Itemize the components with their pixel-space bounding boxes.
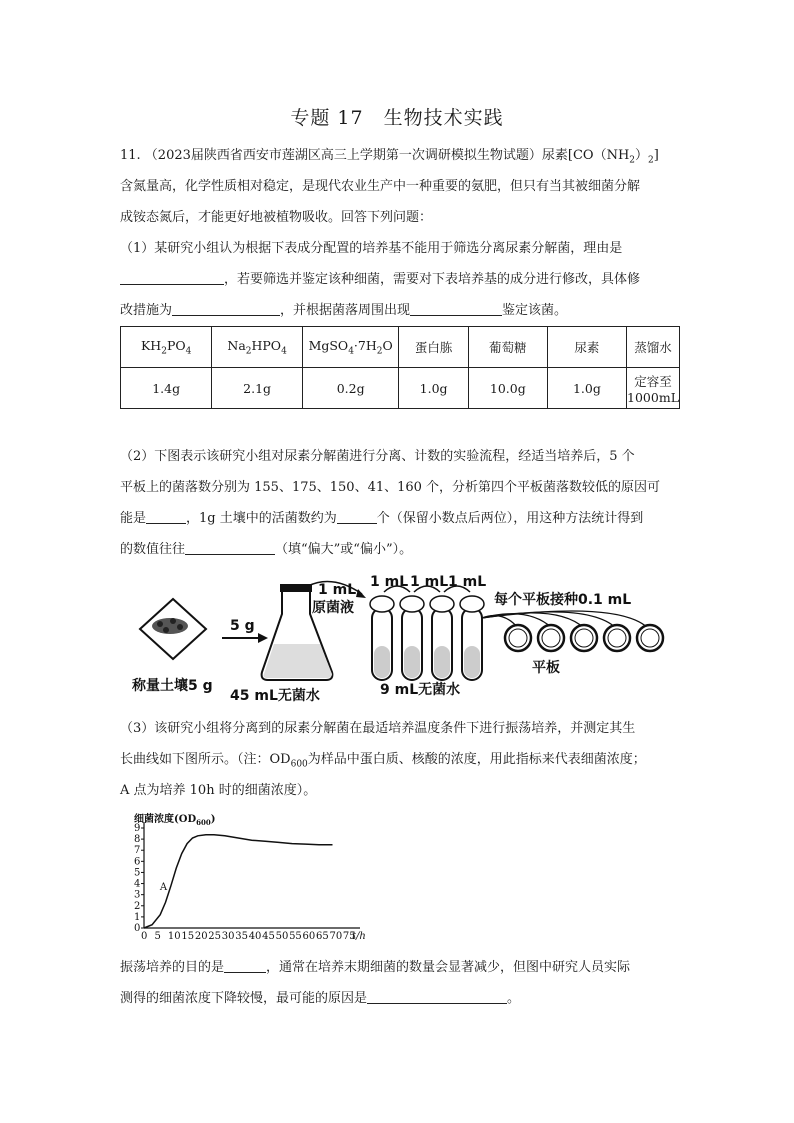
- table-cell: 定容至 1000mL: [627, 368, 680, 409]
- page-title: 专题 17 生物技术实践: [290, 107, 504, 129]
- y-tick-label: 1: [134, 911, 141, 923]
- y-tick-label: 3: [134, 889, 141, 901]
- q1-line-2: ，若要筛选并鉴定该种细菌，需要对下表培养基的成分进行修改，具体修: [120, 264, 680, 295]
- y-tick-label: 0: [134, 923, 141, 934]
- q3-line-2: 长曲线如下图所示。（注：$OD_{600}$为样品中蛋白质、核酸的浓度，用此指标来代表细菌浓度；: [120, 752, 646, 770]
- answer-blank[interactable]: [410, 299, 502, 316]
- table-header-cell: 葡萄糖: [468, 327, 547, 368]
- petri-plate-icon: [505, 625, 531, 651]
- table-header-cell: $KH_2PO_4$: [121, 327, 212, 368]
- intro-text: 11. （2023届陕西省西安市莲湖区高三上学期第一次调研模拟生物试题）尿素[CO（NH: [120, 148, 630, 163]
- x-tick-label: 20: [194, 931, 208, 942]
- q3-line-5: 测得的细菌浓度下降较慢，最可能的原因是 。: [120, 983, 680, 1014]
- x-tick-label: 15: [181, 931, 195, 942]
- y-tick-label: 9: [134, 823, 141, 834]
- x-tick-label: 10: [167, 931, 181, 942]
- table-cell: 1.0g: [399, 368, 468, 409]
- transfer-label: 1 mL: [370, 574, 409, 590]
- y-tick-label: 4: [134, 878, 141, 890]
- arrow-icon: [222, 633, 268, 643]
- petri-plate-icon: [571, 625, 597, 651]
- petri-plate-icon: [637, 625, 663, 651]
- plate-label: 平板: [532, 660, 560, 676]
- table-cell: 10.0g: [468, 368, 547, 409]
- table-cell: 0.2g: [302, 368, 399, 409]
- test-tube-icon: [400, 596, 424, 680]
- chart-ticks: [134, 823, 366, 942]
- table-cell: 2.1g: [212, 368, 302, 409]
- x-tick-label: 70: [329, 931, 343, 942]
- q2-line-4: 的数值往往 （填“偏大”或“偏小”）。: [120, 534, 680, 565]
- growth-curve-line: [144, 835, 333, 928]
- q1-line-1: （1）某研究小组认为根据下表成分配置的培养基不能用于筛选分离尿素分解菌，理由是: [120, 241, 623, 256]
- x-tick-label: 75: [342, 931, 356, 942]
- dilution-flow-diagram: [118, 574, 678, 704]
- transfer-label: 1 mL: [410, 574, 449, 590]
- tube-label: 9 mL无菌水: [380, 682, 461, 698]
- q2-line-1: （2）下图表示该研究小组对尿素分解菌进行分离、计数的实验流程，经适当培养后，5 个: [120, 449, 635, 464]
- q3-line-4: 振荡培养的目的是 ，通常在培养末期细菌的数量会显著减少，但图中研究人员实际: [120, 952, 680, 983]
- x-tick-label: 0: [141, 931, 148, 942]
- flask-label: 45 mL无菌水: [230, 688, 320, 704]
- question-intro: 11. （2023届陕西省西安市莲湖区高三上学期第一次调研模拟生物试题）尿素$[CO(NH_2)_2]$: [120, 148, 659, 166]
- table-header-cell: $Na_2HPO_4$: [212, 327, 302, 368]
- y-tick-label: 5: [134, 867, 141, 879]
- x-tick-label: 40: [248, 931, 262, 942]
- test-tube-icon: [370, 596, 394, 680]
- x-tick-label: 45: [262, 931, 275, 942]
- table-header-cell: $MgSO_4\cdot 7H_2O$: [302, 327, 399, 368]
- x-tick-label: 5: [154, 931, 161, 942]
- x-tick-label: 60: [302, 931, 316, 942]
- x-tick-label: 65: [316, 931, 329, 942]
- answer-blank[interactable]: [367, 987, 507, 1004]
- x-tick-label: 35: [235, 931, 248, 942]
- x-tick-label: 25: [208, 931, 222, 942]
- y-tick-label: 2: [134, 900, 141, 912]
- arrow-icon: [482, 613, 584, 628]
- q3-line-1: （3）该研究小组将分离到的尿素分解菌在最适培养温度条件下进行振荡培养，并测定其生: [120, 721, 636, 736]
- answer-blank[interactable]: [146, 507, 186, 524]
- soil-sample-icon: [140, 599, 206, 659]
- chart-ylabel: 细菌浓度$(OD_{600})$: [134, 814, 216, 827]
- y-tick-label: 6: [134, 856, 141, 868]
- stock-label-2: 原菌液: [312, 600, 354, 616]
- answer-blank[interactable]: [224, 956, 266, 973]
- table-header-cell: 蛋白胨: [399, 327, 468, 368]
- flask-icon: [262, 584, 333, 680]
- test-tube-icon: [430, 596, 454, 680]
- petri-plate-icon: [604, 625, 630, 651]
- medium-composition-table: [120, 326, 680, 409]
- soil-label: 称量土壤5 g: [132, 678, 213, 694]
- table-cell: 1.0g: [547, 368, 626, 409]
- answer-blank[interactable]: [172, 299, 280, 316]
- transfer-label: 1 mL: [448, 574, 487, 590]
- q2-line-2: 平板上的菌落数分别为 155、175、150、41、160 个，分析第四个平板菌落数较低的原因可: [120, 480, 661, 495]
- answer-blank[interactable]: [120, 268, 224, 285]
- table-header-row: [121, 327, 680, 368]
- table-header-cell: 尿素: [547, 327, 626, 368]
- growth-curve-chart: [128, 810, 378, 950]
- table-cell: 1.4g: [121, 368, 212, 409]
- x-tick-label: 30: [221, 931, 235, 942]
- x-axis-label: t/h: [352, 931, 366, 942]
- stock-label-1: 1 mL: [318, 582, 357, 598]
- intro-line-3: 成铵态氮后，才能更好地被植物吸收。回答下列问题：: [120, 210, 433, 225]
- test-tube-icon: [460, 596, 484, 680]
- answer-blank[interactable]: [185, 538, 275, 555]
- table-row: [121, 368, 680, 409]
- y-tick-label: 7: [134, 845, 141, 857]
- chart-axes: [144, 822, 360, 928]
- y-tick-label: 8: [134, 834, 141, 846]
- q2-line-3: 能是 ，1g 土壤中的活菌数约为 个（保留小数点后两位），用这种方法统计得到: [120, 503, 680, 534]
- answer-blank[interactable]: [337, 507, 377, 524]
- plate-note: 每个平板接种0.1 mL: [494, 592, 632, 608]
- q1-line-3: 改措施为 ，并根据菌落周围出现 鉴定该菌。: [120, 295, 680, 326]
- weight-label: 5 g: [230, 618, 255, 634]
- table-header-cell: 蒸馏水: [627, 327, 680, 368]
- point-a-label: A: [159, 881, 168, 893]
- petri-plate-icon: [538, 625, 564, 651]
- x-tick-label: 55: [289, 931, 302, 942]
- intro-line-2: 含氮量高，化学性质相对稳定，是现代农业生产中一种重要的氨肥，但只有当其被细菌分解: [120, 179, 641, 194]
- x-tick-label: 50: [275, 931, 289, 942]
- q3-line-3: A 点为培养 10h 时的细菌浓度）。: [120, 783, 317, 798]
